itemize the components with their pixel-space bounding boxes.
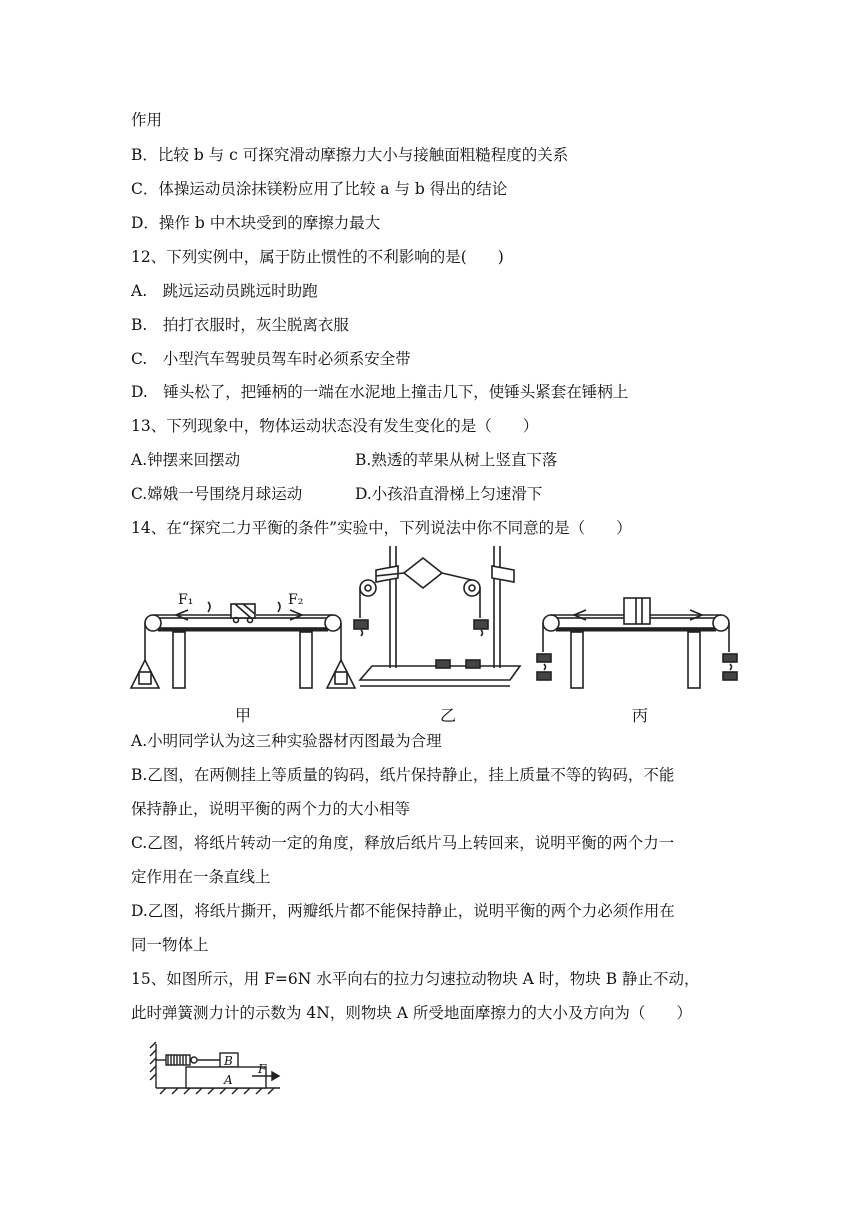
- option-14d-line1: D.乙图，将纸片撕开，两瓣纸片都不能保持静止，说明平衡的两个力必须作用在: [131, 902, 675, 920]
- question-12: 12、下列实例中，属于防止惯性的不利影响的是( ): [131, 248, 504, 266]
- option-14c-line1: C.乙图，将纸片转动一定的角度，释放后纸片马上转回来，说明平衡的两个力一: [131, 834, 675, 852]
- label-force-f: F: [258, 1062, 267, 1076]
- option-13a: A.钟摆来回摆动: [131, 451, 241, 469]
- line-zuoyong: 作用: [131, 111, 163, 129]
- figure-yi: [354, 546, 520, 686]
- option-14d-line2: 同一物体上: [131, 936, 209, 954]
- figure-jia: [131, 602, 355, 688]
- option-14c-line2: 定作用在一条直线上: [131, 868, 271, 886]
- option-14b-line1: B.乙图，在两侧挂上等质量的钩码，纸片保持静止，挂上质量不等的钩码，不能: [131, 766, 675, 784]
- option-12c: C. 小型汽车驾驶员驾车时必须系安全带: [131, 350, 411, 368]
- option-13c: C.嫦娥一号围绕月球运动: [131, 485, 303, 503]
- label-f2: F₂: [288, 592, 304, 608]
- question-14: 14、在“探究二力平衡的条件”实验中，下列说法中你不同意的是（ ）: [131, 519, 632, 537]
- option-13d: D.小孩沿直滑梯上匀速滑下: [355, 485, 543, 503]
- option-11d: D．操作 b 中木块受到的摩擦力最大: [131, 214, 381, 232]
- question-13: 13、下列现象中，物体运动状态没有发生变化的是（ ）: [131, 417, 539, 435]
- figure-bing: [537, 598, 737, 688]
- option-12d: D. 锤头松了，把锤柄的一端在水泥地上撞击几下，使锤头紧套在锤柄上: [131, 383, 629, 401]
- option-11c: C．体操运动员涂抹镁粉应用了比较 a 与 b 得出的结论: [131, 180, 508, 198]
- option-12b: B. 拍打衣服时，灰尘脱离衣服: [131, 316, 349, 334]
- label-f1: F₁: [178, 592, 194, 608]
- question-15-line1: 15、如图所示，用 F=6N 水平向右的拉力匀速拉动物块 A 时，物块 B 静止不动，: [131, 970, 700, 988]
- label-block-b: B: [224, 1054, 233, 1068]
- figure-14: [128, 540, 740, 700]
- option-12a: A. 跳远运动员跳远时助跑: [131, 282, 318, 300]
- option-14a: A.小明同学认为这三种实验器材丙图最为合理: [131, 732, 442, 750]
- caption-bing: 丙: [632, 706, 649, 725]
- figure-15: [148, 1040, 288, 1096]
- caption-yi: 乙: [440, 706, 457, 725]
- option-11b: B．比较 b 与 c 可探究滑动摩擦力大小与接触面粗糙程度的关系: [131, 146, 569, 164]
- option-14b-line2: 保持静止，说明平衡的两个力的大小相等: [131, 800, 411, 818]
- question-15-line2: 此时弹簧测力计的示数为 4N，则物块 A 所受地面摩擦力的大小及方向为（ ）: [131, 1004, 692, 1022]
- caption-jia: 甲: [235, 706, 252, 725]
- option-13b: B.熟透的苹果从树上竖直下落: [355, 451, 558, 469]
- label-block-a: A: [224, 1073, 233, 1087]
